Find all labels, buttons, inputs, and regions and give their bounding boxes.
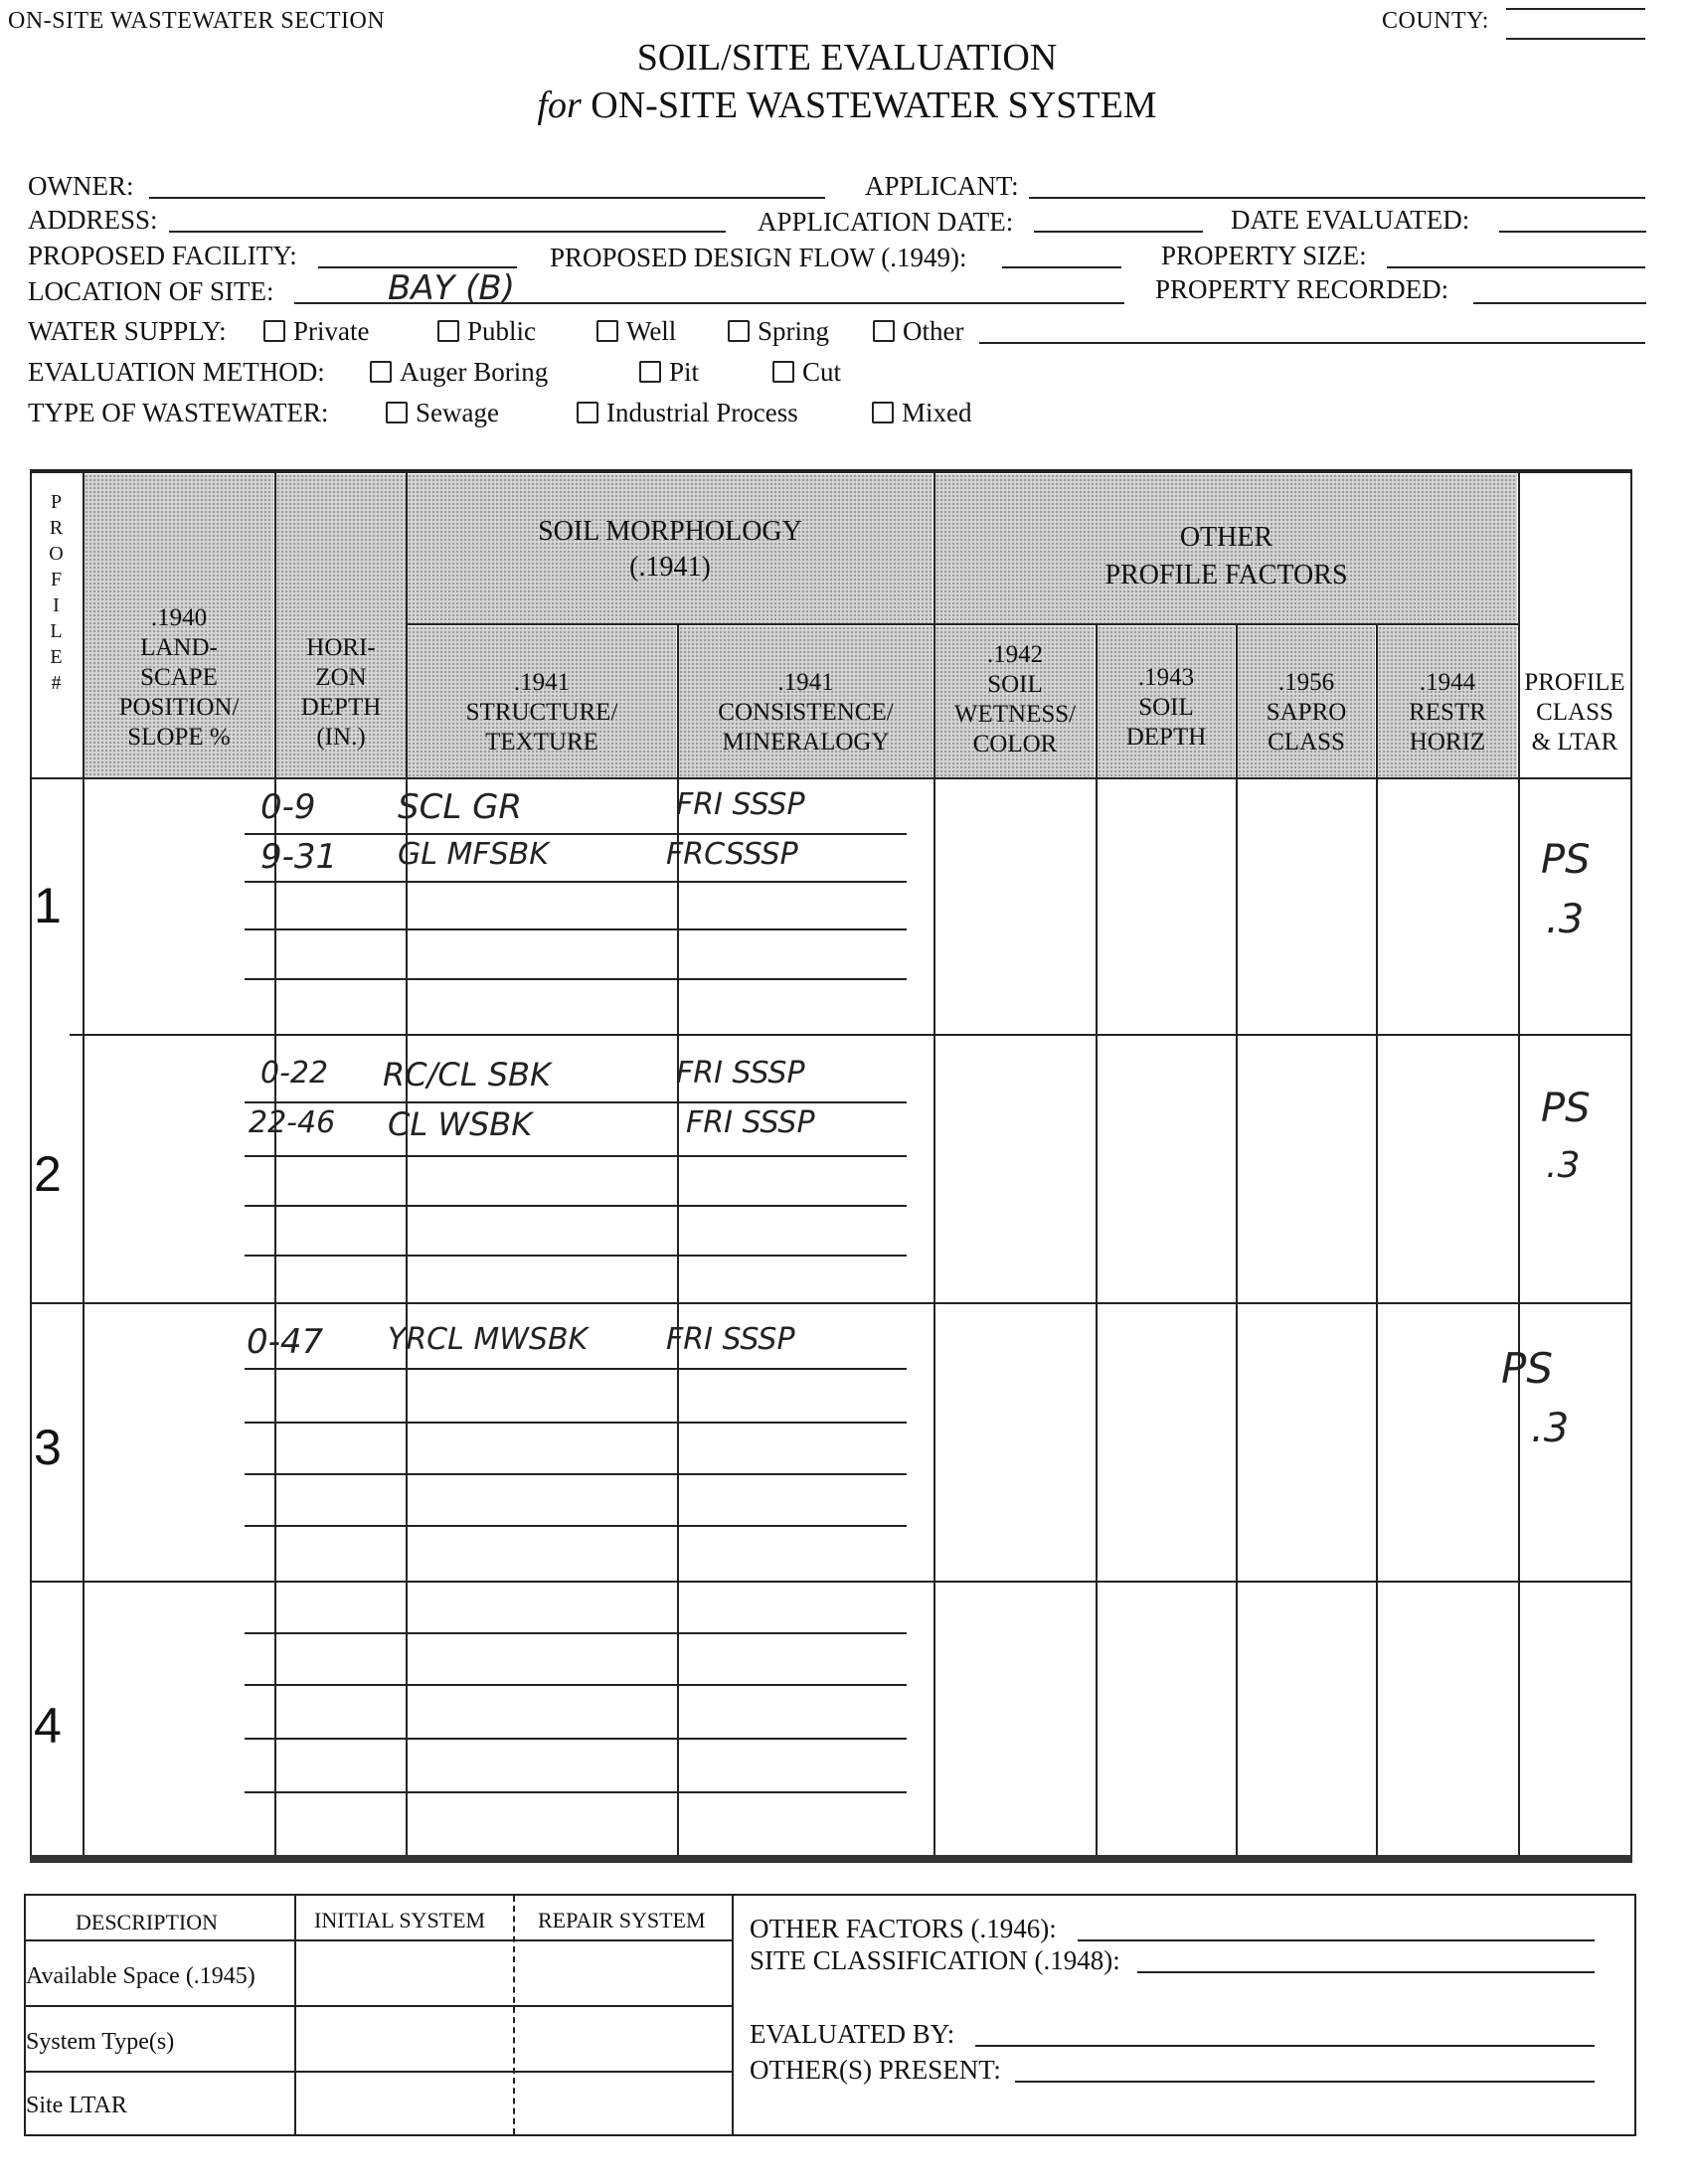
p1-row-line	[245, 928, 907, 930]
address-label: ADDRESS:	[28, 205, 158, 235]
landscape-header: .1940 LAND- SCAPE POSITION/ SLOPE %	[118, 604, 240, 751]
water-other-label: Other	[903, 316, 964, 346]
other-factors-field[interactable]	[1078, 1939, 1595, 1941]
system-type-label: System Type(s)	[26, 2029, 175, 2055]
industrial-checkbox[interactable]	[577, 402, 598, 423]
sewage-label: Sewage	[416, 398, 499, 427]
water-private-option[interactable]	[263, 316, 369, 347]
water-public-checkbox[interactable]	[437, 320, 459, 342]
profile-header	[30, 489, 83, 696]
property-size-label: PROPERTY SIZE:	[1161, 241, 1367, 270]
p3-r1-depth: 0-47	[247, 1322, 324, 1362]
p4-row-line	[245, 1791, 907, 1793]
restr-header: .1944 RESTR HORIZ	[1409, 669, 1486, 756]
industrial-label: Industrial Process	[606, 398, 798, 427]
structure-header: .1941 STRUCTURE/ TEXTURE	[465, 669, 618, 756]
header-bottom-border	[30, 777, 1632, 779]
site-classification-label: SITE CLASSIFICATION (.1948):	[750, 1945, 1120, 1975]
p1-r1-depth: 0-9	[260, 787, 316, 827]
date-evaluated-label: DATE EVALUATED:	[1231, 205, 1470, 235]
pit-label: Pit	[669, 357, 700, 387]
header-mid-border	[408, 623, 1519, 625]
p2-r2-depth: 22-46	[249, 1105, 336, 1140]
p2-r2-structure: CL WSBK	[388, 1105, 533, 1143]
sapro-header: .1956 SAPRO CLASS	[1266, 669, 1347, 756]
applicant-field[interactable]	[1029, 197, 1645, 199]
date-evaluated-field[interactable]	[1499, 231, 1646, 233]
profile-header-letter: O	[49, 543, 64, 565]
profile-header-letter: P	[50, 491, 63, 513]
profile-1-bottom	[70, 1034, 1632, 1036]
profile-3-bottom	[30, 1581, 1632, 1583]
sewage-checkbox[interactable]	[386, 402, 408, 423]
location-value: BAY (B)	[388, 268, 516, 308]
p3-r1-consistence: FRI SSSP	[666, 1322, 795, 1357]
evaluation-method-label: EVALUATION METHOD:	[28, 357, 325, 387]
water-supply-label: WATER SUPPLY:	[28, 316, 227, 346]
p2-row-line	[245, 1255, 907, 1257]
col-line-10	[1630, 469, 1632, 1861]
consistence-header: .1941 CONSISTENCE/ MINERALOGY	[718, 669, 894, 756]
p2-ltar: .3	[1546, 1145, 1581, 1186]
profile-number-4: 4	[34, 1698, 62, 1754]
soil-morphology-header: SOIL MORPHOLOGY (.1941)	[538, 516, 802, 583]
bottom-col-line-3	[732, 1896, 734, 2134]
p3-ltar: .3	[1531, 1406, 1570, 1451]
address-field[interactable]	[169, 231, 726, 233]
bottom-row-line	[26, 1939, 732, 1941]
pit-option[interactable]	[639, 357, 699, 388]
others-present-field[interactable]	[1015, 2081, 1595, 2083]
p2-row-line	[245, 1205, 907, 1207]
water-public-label: Public	[467, 316, 537, 346]
p2-r1-structure: RC/CL SBK	[383, 1056, 551, 1093]
mixed-checkbox[interactable]	[872, 402, 894, 423]
bottom-section	[24, 1894, 1636, 2136]
others-present-label: OTHER(S) PRESENT:	[750, 2055, 1001, 2085]
col-line-6	[1096, 623, 1098, 1861]
owner-field[interactable]	[149, 197, 825, 199]
p1-r2-depth: 9-31	[260, 837, 338, 877]
soil-profile-table	[30, 469, 1632, 1861]
p1-r2-structure: GL MFSBK	[398, 837, 549, 872]
form-subtitle	[0, 84, 1694, 127]
p2-r1-depth: 0-22	[260, 1056, 329, 1091]
evaluated-by-label: EVALUATED BY:	[750, 2019, 955, 2049]
form-title: SOIL/SITE EVALUATION	[636, 37, 1058, 79]
bottom-col-line-2	[513, 1896, 515, 2134]
p1-ltar: .3	[1546, 897, 1585, 942]
auger-boring-checkbox[interactable]	[370, 361, 392, 383]
p1-class: PS	[1541, 837, 1591, 883]
p3-row-line	[245, 1422, 907, 1424]
horizon-header: HORI- ZON DEPTH (IN.)	[300, 634, 382, 751]
mixed-label: Mixed	[902, 398, 972, 427]
wetness-header: .1942 SOIL WETNESS/ COLOR	[953, 641, 1077, 757]
cut-checkbox[interactable]	[772, 361, 794, 383]
p1-row-line	[245, 881, 907, 883]
col-line-7	[1236, 623, 1238, 1861]
property-recorded-field[interactable]	[1473, 302, 1646, 304]
site-ltar-label: Site LTAR	[26, 2093, 127, 2118]
p2-r2-consistence: FRI SSSP	[686, 1105, 815, 1140]
applicant-label: APPLICANT:	[865, 171, 1019, 201]
p2-row-line	[245, 1155, 907, 1157]
wastewater-type-label: TYPE OF WASTEWATER:	[28, 398, 329, 427]
col-line-8	[1376, 623, 1378, 1861]
profile-header-letter: I	[53, 594, 60, 616]
subtitle-for: for	[537, 84, 582, 126]
profile-number-3: 3	[34, 1420, 62, 1475]
p2-row-line	[245, 1101, 907, 1103]
water-other-checkbox[interactable]	[873, 320, 895, 342]
auger-boring-label: Auger Boring	[400, 357, 549, 387]
profile-class-header: PROFILE CLASS & LTAR	[1524, 669, 1625, 756]
available-space-label: Available Space (.1945)	[26, 1963, 255, 1989]
property-recorded-label: PROPERTY RECORDED:	[1155, 274, 1449, 304]
bottom-row-line	[26, 2005, 732, 2007]
p3-row-line	[245, 1473, 907, 1475]
water-spring-label: Spring	[758, 316, 830, 346]
bottom-row-line	[26, 2071, 732, 2073]
p1-r2-consistence: FRCSSSP	[666, 837, 798, 872]
p2-r1-consistence: FRI SSSP	[676, 1056, 805, 1091]
mixed-option[interactable]	[872, 398, 972, 428]
county-line-1	[1506, 8, 1645, 10]
profile-header-letter: L	[50, 620, 63, 642]
water-well-label: Well	[626, 316, 677, 346]
water-public-option[interactable]	[437, 316, 536, 347]
other-factors-header: OTHER PROFILE FACTORS	[1104, 522, 1348, 590]
p1-row-line	[245, 833, 907, 835]
p1-r1-consistence: FRI SSSP	[676, 787, 805, 822]
p3-row-line	[245, 1368, 907, 1370]
bottom-col-line-1	[294, 1896, 296, 2134]
p4-row-line	[245, 1738, 907, 1740]
water-other-field[interactable]	[979, 342, 1645, 344]
water-other-option[interactable]	[873, 316, 963, 347]
water-private-checkbox[interactable]	[263, 320, 285, 342]
profile-number-1: 1	[34, 878, 62, 933]
county-label: COUNTY:	[1382, 8, 1489, 34]
p3-row-line	[245, 1525, 907, 1527]
property-size-field[interactable]	[1387, 266, 1645, 268]
table-top-border	[30, 469, 1632, 473]
profile-header-letter: E	[50, 646, 63, 668]
other-factors-label: OTHER FACTORS (.1946):	[750, 1914, 1057, 1943]
cut-label: Cut	[802, 357, 842, 387]
sewage-option[interactable]	[386, 398, 499, 428]
application-date-field[interactable]	[1034, 231, 1203, 233]
soil-depth-header: .1943 SOIL DEPTH	[1125, 664, 1207, 751]
p1-r1-structure: SCL GR	[398, 787, 523, 827]
cut-option[interactable]	[772, 357, 841, 388]
auger-boring-option[interactable]	[370, 357, 548, 388]
p2-class: PS	[1541, 1086, 1591, 1131]
p1-row-line	[245, 978, 907, 980]
subtitle-rest: ON-SITE WASTEWATER SYSTEM	[591, 84, 1157, 126]
p4-row-line	[245, 1684, 907, 1686]
profile-header-letter: #	[51, 672, 62, 694]
industrial-option[interactable]	[577, 398, 798, 428]
water-spring-option[interactable]	[728, 316, 829, 347]
repair-system-header: REPAIR SYSTEM	[538, 1908, 706, 1932]
table-bottom-border	[30, 1855, 1632, 1863]
water-well-checkbox[interactable]	[596, 320, 618, 342]
application-date-label: APPLICATION DATE:	[758, 207, 1014, 237]
description-header: DESCRIPTION	[76, 1910, 219, 1934]
profile-number-2: 2	[34, 1146, 62, 1202]
section-title: ON-SITE WASTEWATER SECTION	[8, 8, 386, 34]
profile-header-letter: R	[49, 517, 64, 539]
site-classification-field[interactable]	[1137, 1971, 1595, 1973]
profile-2-bottom	[30, 1302, 1632, 1304]
location-label: LOCATION OF SITE:	[28, 276, 274, 306]
water-well-option[interactable]	[596, 316, 676, 347]
p3-r1-structure: YRCL MWSBK	[388, 1322, 589, 1357]
owner-label: OWNER:	[28, 171, 134, 201]
design-flow-label: PROPOSED DESIGN FLOW (.1949):	[550, 243, 967, 272]
p4-row-line	[245, 1632, 907, 1634]
initial-system-header: INITIAL SYSTEM	[314, 1908, 486, 1932]
pit-checkbox[interactable]	[639, 361, 661, 383]
p3-class: PS	[1501, 1344, 1553, 1393]
proposed-facility-label: PROPOSED FACILITY:	[28, 241, 297, 270]
profile-header-letter: F	[50, 569, 63, 590]
design-flow-field[interactable]	[1002, 266, 1121, 268]
evaluated-by-field[interactable]	[975, 2045, 1595, 2047]
water-private-label: Private	[293, 316, 370, 346]
water-spring-checkbox[interactable]	[728, 320, 750, 342]
